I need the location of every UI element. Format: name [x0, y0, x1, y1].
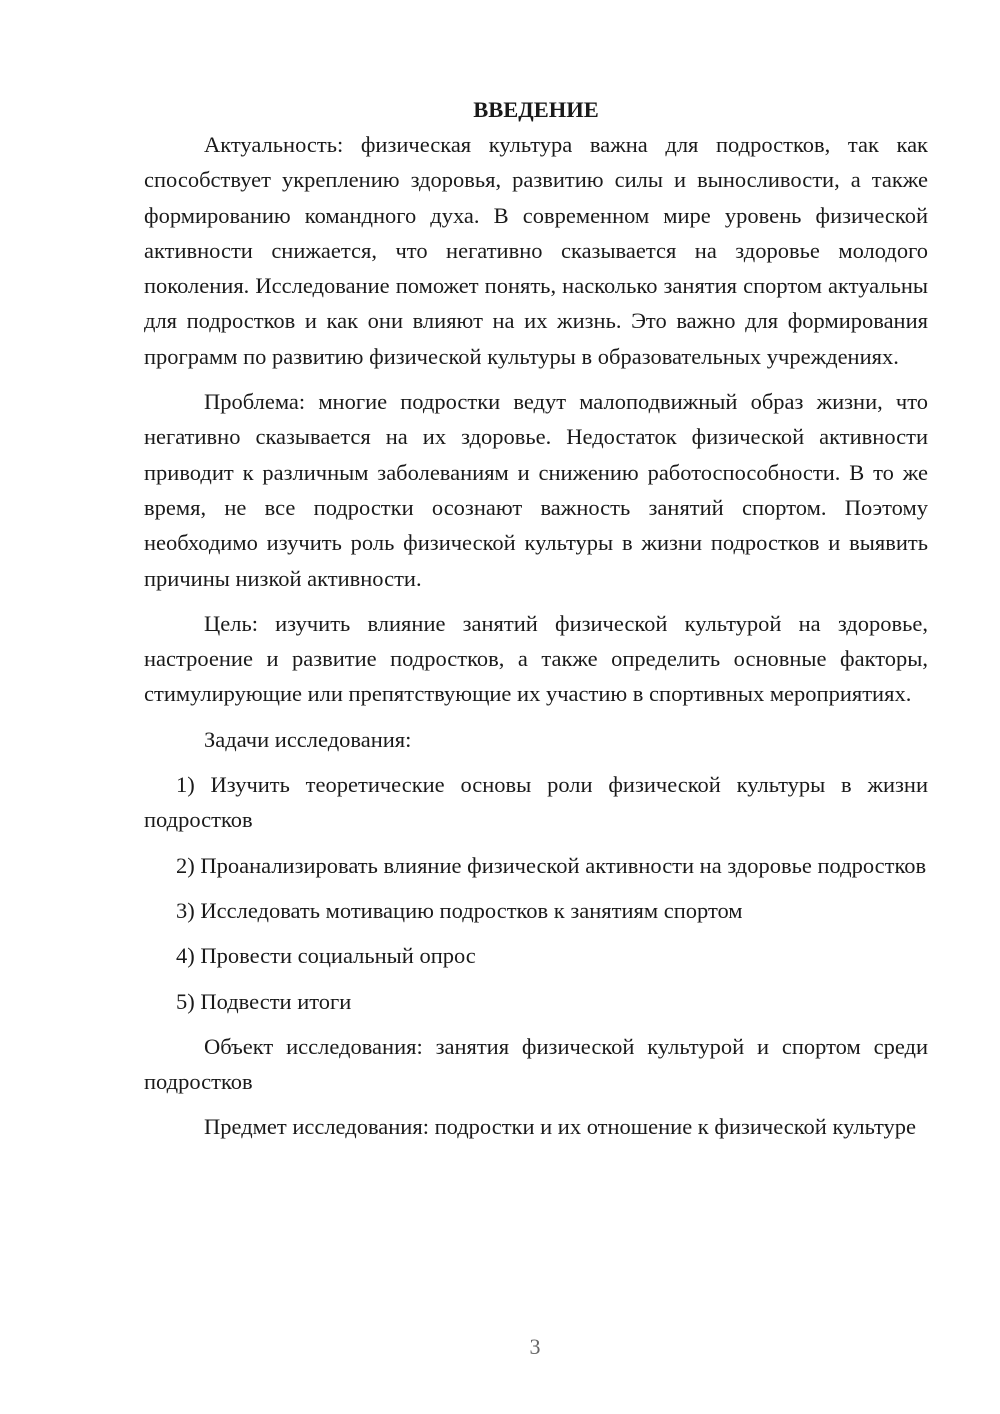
paragraph-problem: Проблема: многие подростки ведут малоподвижный образ жизни, что негативно сказывается на их здоровье. Недостаток физической активности приводит к различным заболеваниям и снижению работоспособности. В то же время, не все подростки осознают важность занятий спортом. Поэтому необходимо изучить роль физической культуры в жизни подростков и выявить причины низкой активности.	[144, 389, 928, 591]
task-item-5: 5) Подвести итоги	[176, 988, 352, 1014]
paragraph-relevance: Актуальность: физическая культура важна для подростков, так как способствует укреплению здоровья, развитию силы и выносливости, а также формированию командного духа. В современном мире уровень физической активности снижается, что негативно сказывается на здоровье молодого поколения. Исследование поможет понять, насколько занятия спортом актуальны для подростков и как они влияют на их жизнь. Это важно для формирования программ по развитию физической культуры в образовательных учреждениях.	[144, 132, 928, 369]
paragraph-object: Объект исследования: занятия физической культурой и спортом среди подростков	[144, 1033, 928, 1095]
task-item-4: 4) Провести социальный опрос	[176, 943, 476, 969]
paragraph-tasks-heading: Задачи исследования:	[204, 726, 412, 752]
paragraph-goal: Цель: изучить влияние занятий физической культурой на здоровье, настроение и развитие подростков, а также определить основные факторы, стимулирующие или препятствующие их участию в спортивных мероприятиях.	[144, 610, 928, 707]
page-number: 3	[529, 1334, 541, 1359]
task-item-2: 2) Проанализировать влияние физической активности на здоровье подростков	[176, 852, 927, 878]
task-item-1: 1) Изучить теоретические основы роли физической культуры в жизни подростков	[144, 772, 928, 833]
document-body	[144, 92, 928, 1155]
page-title: ВВЕДЕНИЕ	[473, 97, 599, 122]
task-item-3: 3) Исследовать мотивацию подростков к занятиям спортом	[176, 897, 743, 923]
paragraph-subject: Предмет исследования: подростки и их отношение к физической культуре	[204, 1114, 916, 1140]
